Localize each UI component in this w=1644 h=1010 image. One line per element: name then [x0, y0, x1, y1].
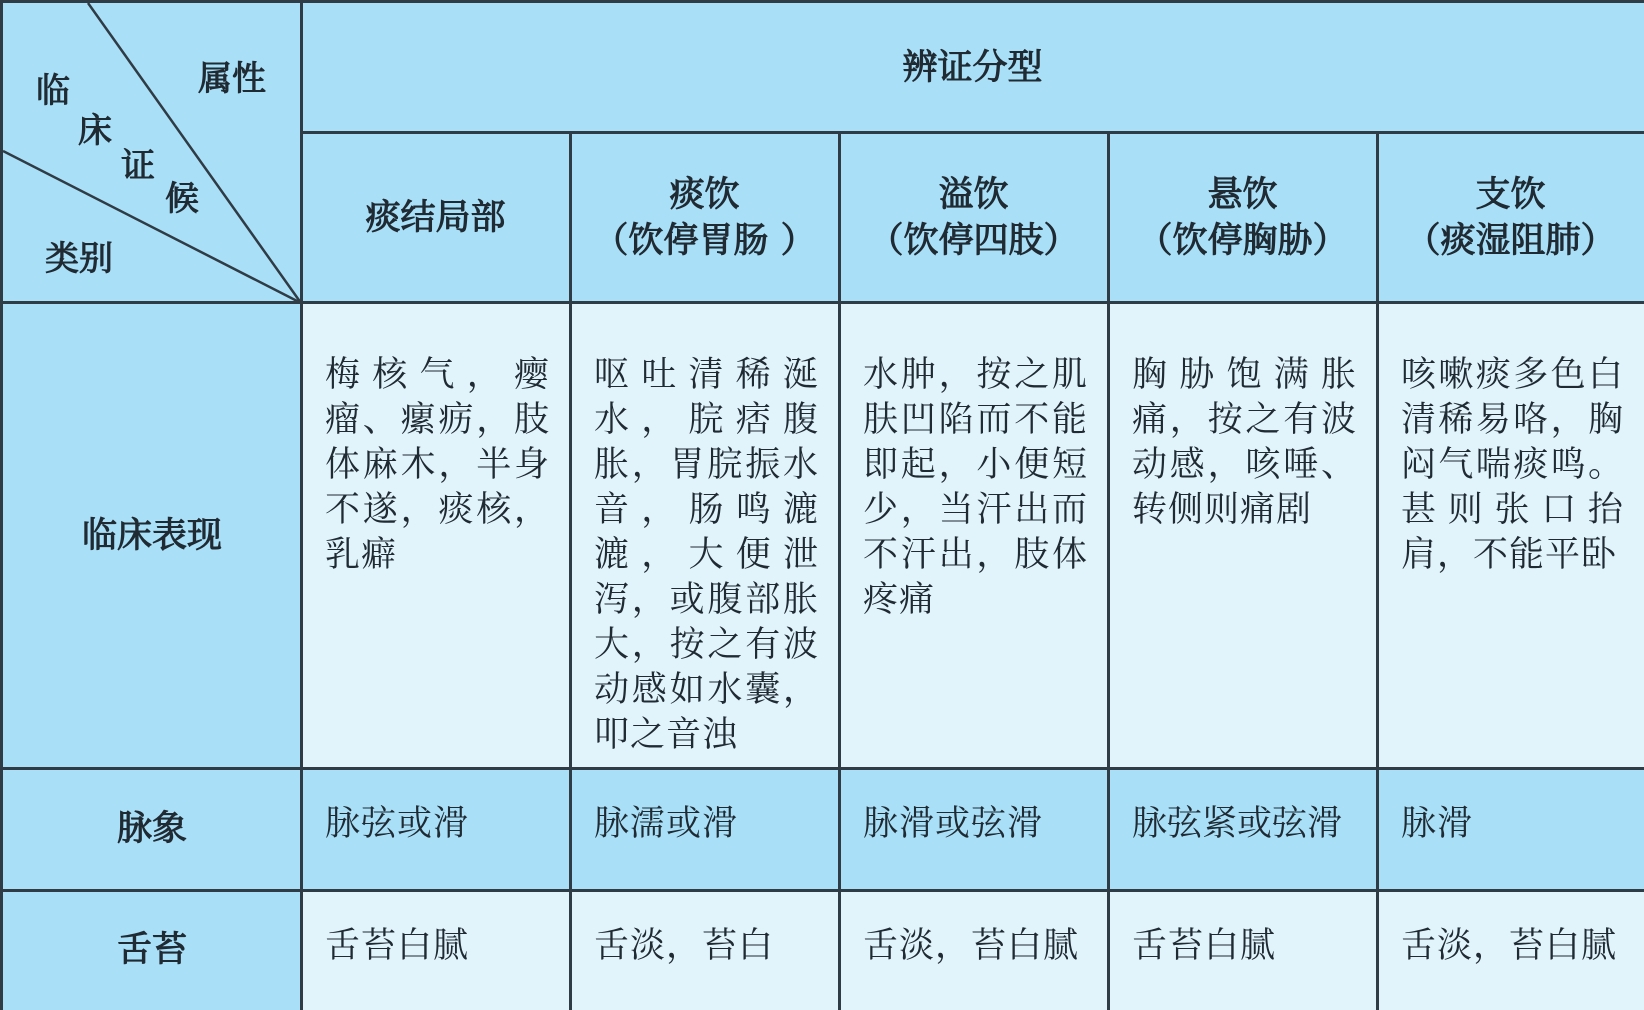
clinical-cell-2 [570, 303, 839, 768]
row-label-cell-clinical [3, 303, 301, 768]
corner-char-4: 候 [165, 179, 199, 219]
pulse-cell-4 [1108, 768, 1377, 890]
row-label-tongue: 舌苔 [116, 930, 187, 970]
tongue-cell-1 [301, 890, 570, 1010]
clinical-text-4: 胸胁饱满胀痛，按之有波动感，咳唾、转侧则痛剧 [1132, 355, 1357, 530]
pulse-cell-3 [839, 768, 1108, 890]
clinical-cell-1 [301, 303, 570, 768]
diagonal-line-upper [88, 3, 301, 303]
grid-hline-2 [3, 301, 1644, 304]
pulse-text-3: 脉滑或弦滑 [863, 804, 1044, 844]
row-label-pulse: 脉象 [116, 809, 187, 849]
clinical-text-3: 水肿，按之肌肤凹陷而不能即起，小便短少，当汗出而不汗出，肢体疼痛 [863, 355, 1088, 620]
type-header-cell-5 [1377, 133, 1644, 303]
type-header-cell-1 [301, 133, 570, 303]
pulse-cell-5 [1377, 768, 1644, 890]
type-subtitle-2: （饮停胃肠 ） [593, 221, 816, 261]
tongue-cell-2 [570, 890, 839, 1010]
grid-vline-1 [300, 3, 303, 1010]
tongue-cell-5 [1377, 890, 1644, 1010]
grid-hline-4 [3, 889, 1644, 892]
grid-vline-2 [569, 131, 572, 1010]
clinical-cell-4 [1108, 303, 1377, 768]
pulse-cell-2 [570, 768, 839, 890]
type-subtitle-3: （饮停四肢） [868, 221, 1079, 261]
tongue-text-4: 舌苔白腻 [1132, 926, 1277, 966]
type-name-2: 痰饮 [669, 175, 740, 215]
grid-hline-1 [301, 131, 1644, 134]
type-header-cell-2 [570, 133, 839, 303]
row-label-cell-pulse [3, 768, 301, 890]
pulse-text-5: 脉滑 [1401, 804, 1474, 844]
clinical-text-1: 梅核气，瘿瘤、瘰疬，肢体麻木，半身不遂，痰核，乳癖 [325, 355, 550, 575]
type-name-1: 痰结局部 [365, 198, 506, 238]
clinical-cell-5 [1377, 303, 1644, 768]
tongue-cell-3 [839, 890, 1108, 1010]
corner-label-category: 类别 [45, 239, 113, 279]
corner-label-attribute: 属性 [198, 59, 266, 99]
clinical-text-2: 呕吐清稀涎水，脘痞腹胀，胃脘振水音，肠鸣漉漉，大便泄泻，或腹部胀大，按之有波动感如水囊，叩之音浊 [594, 355, 819, 755]
tongue-text-5: 舌淡，苔白腻 [1401, 926, 1618, 966]
grid-vline-3 [838, 131, 841, 1010]
corner-char-2: 床 [78, 111, 112, 151]
type-name-3: 溢饮 [938, 175, 1009, 215]
type-name-5: 支饮 [1475, 175, 1546, 215]
grid-hline-3 [3, 767, 1644, 770]
tongue-text-3: 舌淡，苔白腻 [863, 926, 1080, 966]
corner-char-3: 证 [121, 146, 155, 186]
grid-vline-4 [1107, 131, 1110, 1010]
type-header-cell-4 [1108, 133, 1377, 303]
corner-char-1: 临 [36, 71, 70, 111]
tongue-text-1: 舌苔白腻 [325, 926, 470, 966]
group-title-cell [301, 3, 1644, 133]
type-subtitle-4: （饮停胸胁） [1137, 221, 1348, 261]
pulse-cell-1 [301, 768, 570, 890]
tongue-text-2: 舌淡，苔白 [594, 926, 775, 966]
type-subtitle-5: （痰湿阻肺） [1405, 221, 1616, 261]
type-name-4: 悬饮 [1207, 175, 1278, 215]
grid-vline-5 [1376, 131, 1379, 1010]
group-title: 辨证分型 [902, 48, 1043, 88]
row-label-clinical: 临床表现 [81, 515, 222, 556]
clinical-cell-3 [839, 303, 1108, 768]
clinical-text-5: 咳嗽痰多色白清稀易咯，胸闷气喘痰鸣。甚则张口抬肩，不能平卧 [1401, 355, 1624, 575]
pulse-text-4: 脉弦紧或弦滑 [1132, 804, 1343, 844]
row-label-cell-tongue [3, 890, 301, 1010]
tongue-cell-4 [1108, 890, 1377, 1010]
pulse-text-1: 脉弦或滑 [325, 804, 470, 844]
type-header-cell-3 [839, 133, 1108, 303]
pulse-text-2: 脉濡或滑 [594, 804, 739, 844]
